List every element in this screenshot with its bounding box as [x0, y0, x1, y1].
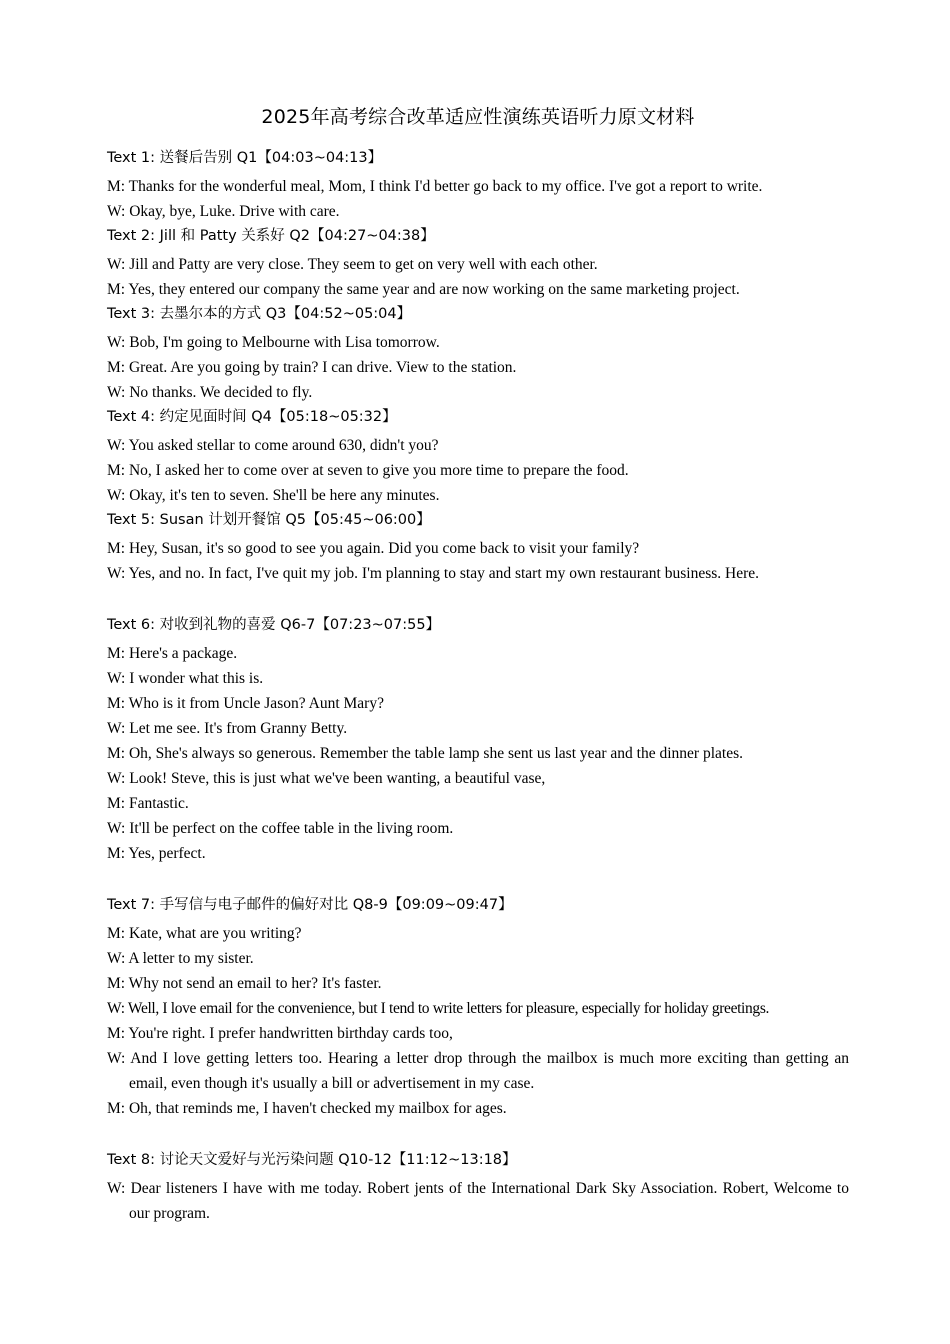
dialogue-line: W: Let me see. It's from Granny Betty. — [107, 720, 348, 737]
dialogue-line: M: Fantastic. — [107, 795, 189, 812]
dialogue-line: M: You're right. I prefer handwritten birthday cards too, — [107, 1025, 453, 1042]
dialogue-line: W: Jill and Patty are very close. They seem to get on very well with each other. — [107, 256, 598, 273]
dialogue-line: W: No thanks. We decided to fly. — [107, 384, 313, 401]
dialogue-line: W: A letter to my sister. — [107, 950, 254, 967]
dialogue-line: W: Yes, and no. In fact, I've quit my job. I'm planning to stay and start my own restaurant business. Here. — [107, 565, 760, 582]
dialogue-line: M: Thanks for the wonderful meal, Mom, I think I'd better go back to my office. I've got a report to write. — [107, 178, 763, 195]
section-text-5 — [107, 508, 849, 586]
dialogue-line: M: Who is it from Uncle Jason? Aunt Mary? — [107, 695, 384, 712]
dialogue-line: M: No, I asked her to come over at seven to give you more time to prepare the food. — [107, 462, 629, 479]
dialogue-line: W: Bob, I'm going to Melbourne with Lisa tomorrow. — [107, 334, 440, 351]
dialogue-line: W: Okay, it's ten to seven. She'll be here any minutes. — [107, 487, 440, 504]
section-text-2 — [107, 224, 849, 302]
dialogue-line: W: I wonder what this is. — [107, 670, 264, 687]
section-heading: Text 7: 手写信与电子邮件的偏好对比 Q8-9【09:09~09:47】 — [107, 897, 513, 913]
section-heading: Text 2: Jill 和 Patty 关系好 Q2【04:27~04:38】 — [107, 228, 435, 244]
section-text-7 — [107, 893, 849, 1121]
dialogue-line: W: You asked stellar to come around 630, didn't you? — [107, 437, 439, 454]
dialogue-line: W: It'll be perfect on the coffee table in the living room. — [107, 820, 454, 837]
section-heading: Text 3: 去墨尔本的方式 Q3【04:52~05:04】 — [107, 306, 412, 322]
dialogue-line: M: Here's a package. — [107, 645, 238, 662]
dialogue-line: W: Look! Steve, this is just what we've been wanting, a beautiful vase, — [107, 770, 546, 787]
dialogue-line: M: Hey, Susan, it's so good to see you again. Did you come back to visit your family? — [107, 540, 640, 557]
dialogue-line: W: Okay, bye, Luke. Drive with care. — [107, 203, 340, 220]
document-page — [107, 100, 849, 1226]
dialogue-line: M: Oh, She's always so generous. Remember the table lamp she sent us last year and the dinner plates. — [107, 745, 743, 762]
section-heading: Text 5: Susan 计划开餐馆 Q5【05:45~06:00】 — [107, 512, 431, 528]
dialogue-line: W: Well, I love email for the convenience, but I tend to write letters for pleasure, especially for holiday greetings. — [107, 1000, 770, 1017]
section-heading: Text 6: 对收到礼物的喜爱 Q6-7【07:23~07:55】 — [107, 617, 441, 633]
dialogue-line: M: Why not send an email to her? It's faster. — [107, 975, 382, 992]
dialogue-line: M: Great. Are you going by train? I can drive. View to the station. — [107, 359, 517, 376]
dialogue-line: M: Yes, perfect. — [107, 845, 206, 862]
section-text-6 — [107, 613, 849, 866]
section-heading: Text 8: 讨论天文爱好与光污染问题 Q10-12【11:12~13:18】 — [107, 1152, 517, 1168]
document-title: 2025年高考综合改革适应性演练英语听力原文材料 — [261, 106, 695, 128]
section-text-8 — [107, 1148, 849, 1226]
dialogue-line: W: Dear listeners I have with me today. Robert jents of the International Dark Sky Association. Robert, Welcome to our program. — [107, 1180, 849, 1222]
dialogue-line: M: Oh, that reminds me, I haven't checked my mailbox for ages. — [107, 1100, 507, 1117]
dialogue-line: M: Kate, what are you writing? — [107, 925, 302, 942]
section-text-4 — [107, 405, 849, 508]
section-heading: Text 4: 约定见面时间 Q4【05:18~05:32】 — [107, 409, 397, 425]
section-text-1 — [107, 146, 849, 224]
section-heading: Text 1: 送餐后告别 Q1【04:03~04:13】 — [107, 150, 383, 166]
section-text-3 — [107, 302, 849, 405]
dialogue-line: M: Yes, they entered our company the same year and are now working on the same marketing project. — [107, 281, 740, 298]
dialogue-line: W: And I love getting letters too. Hearing a letter drop through the mailbox is much more exciting than getting an email, even though it's usually a bill or advertisement in my case. — [107, 1050, 849, 1092]
